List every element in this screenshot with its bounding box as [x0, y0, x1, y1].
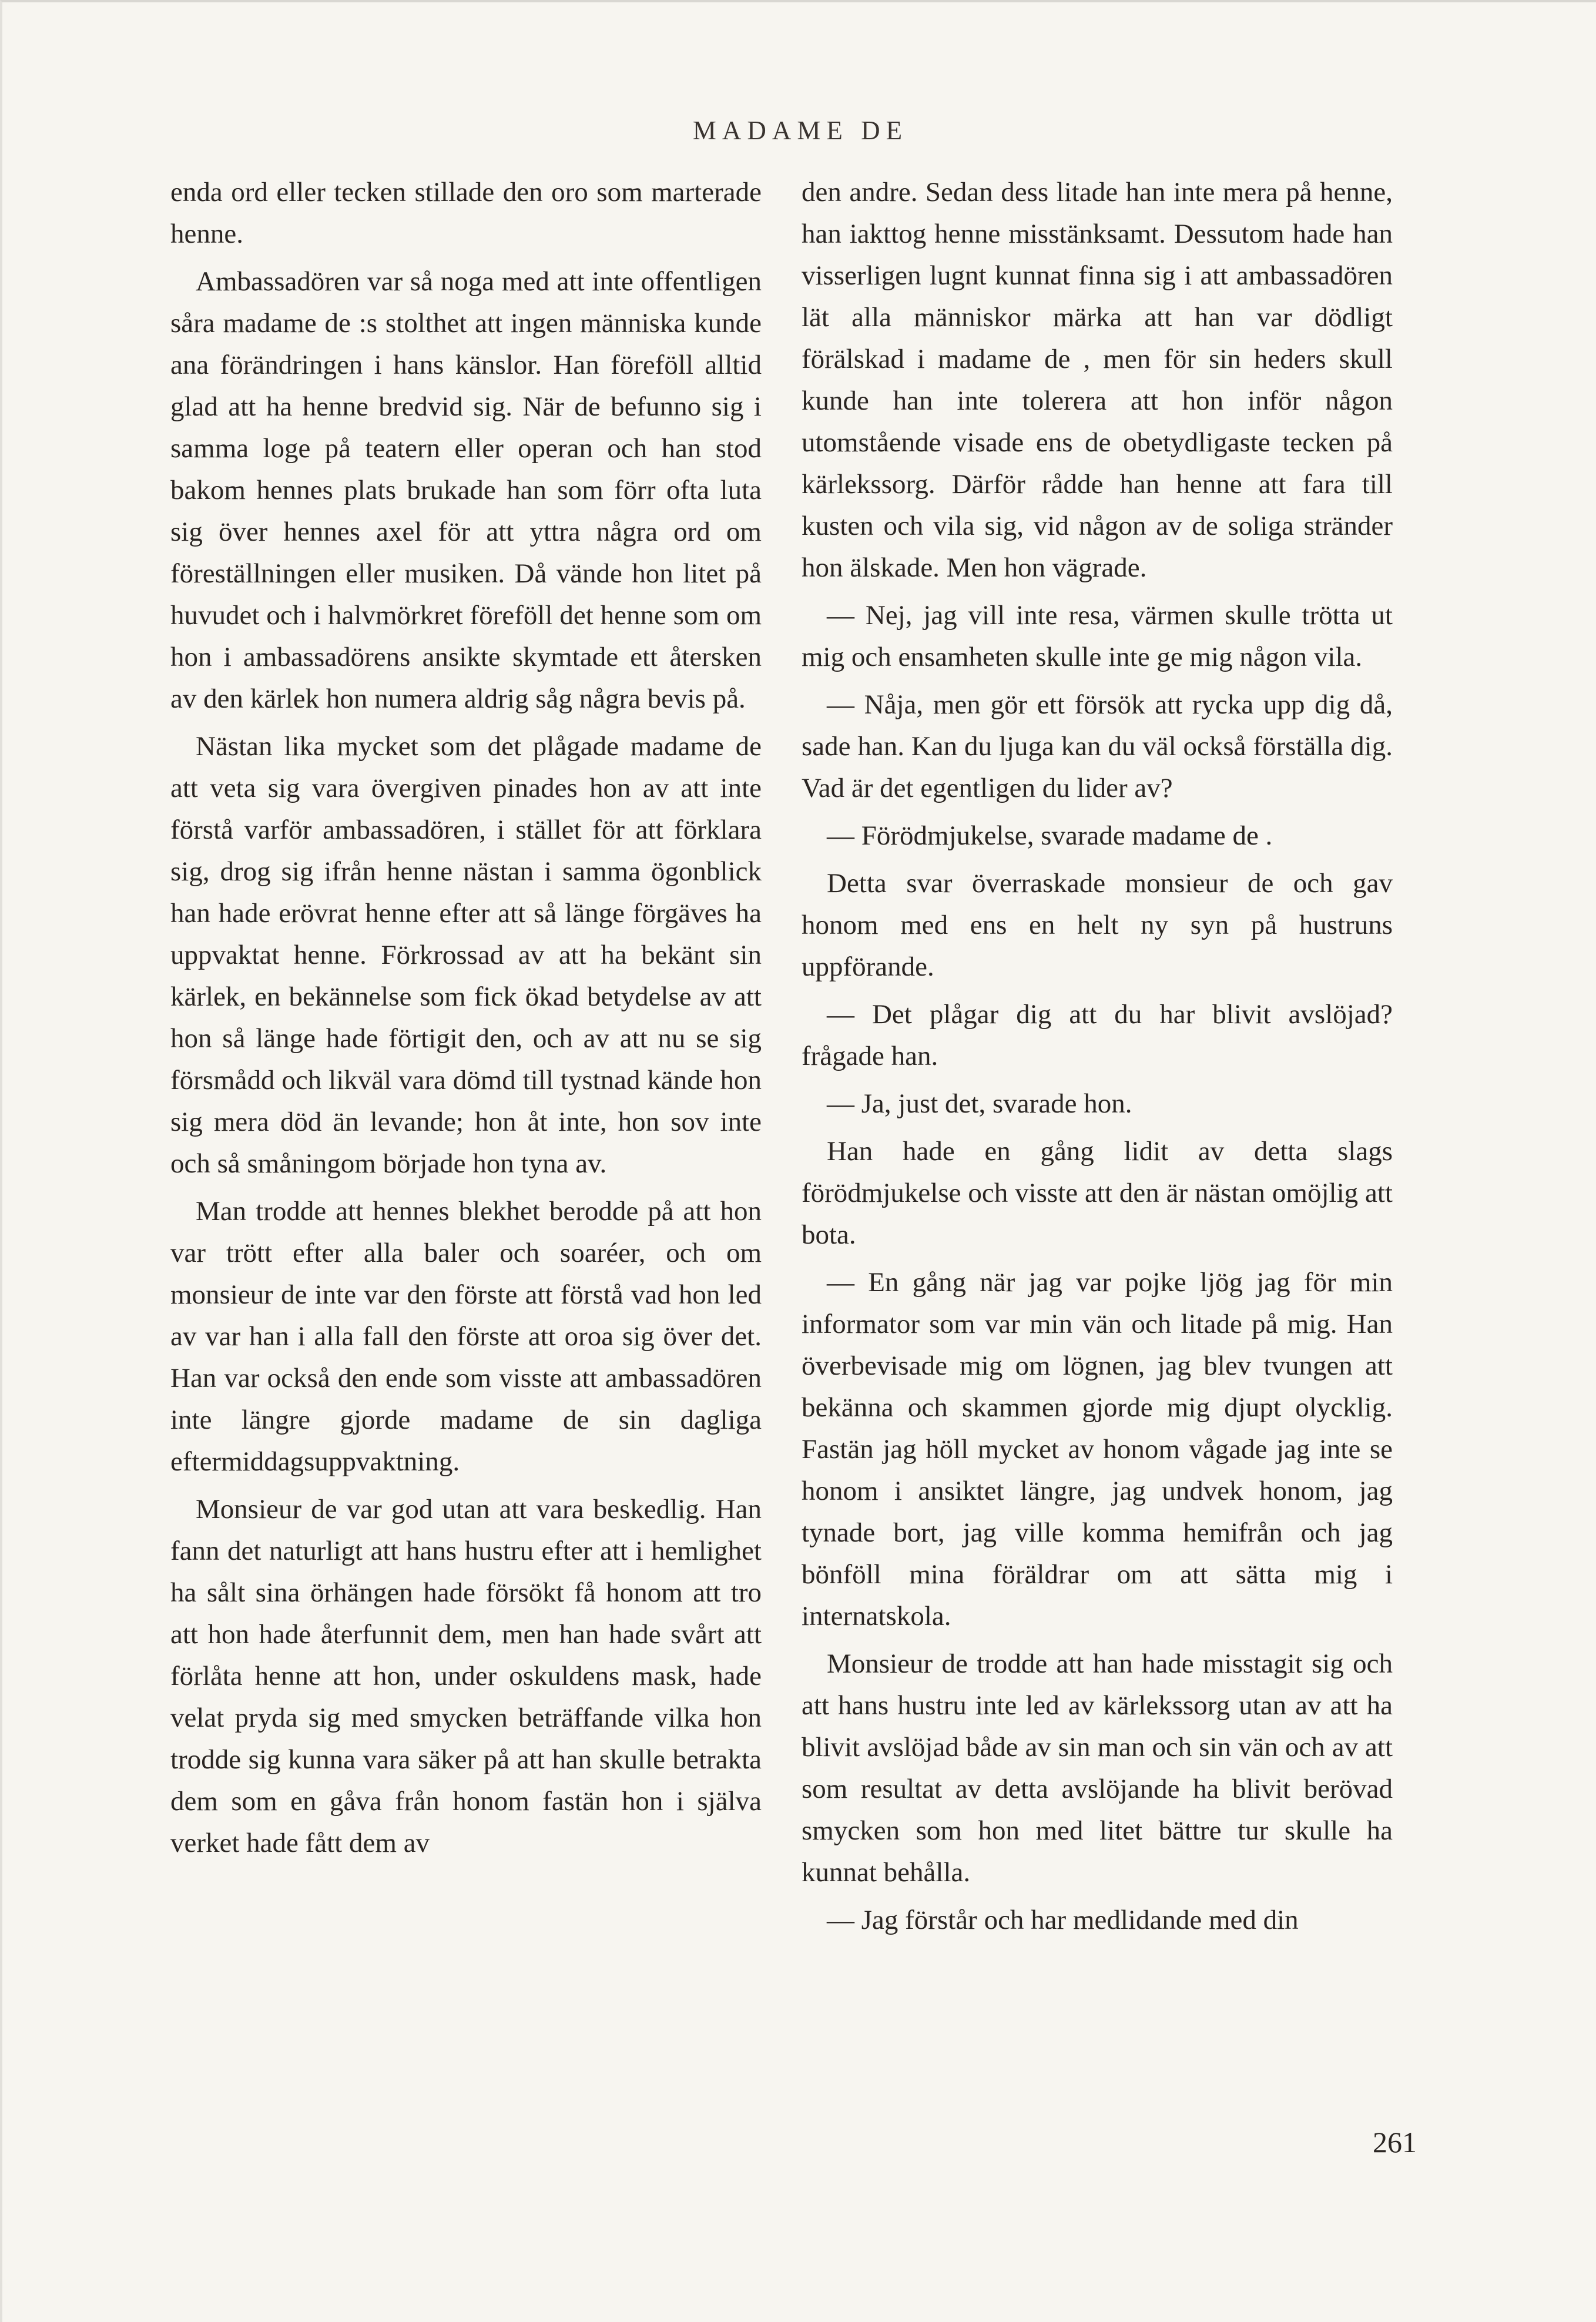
page-number: 261	[1373, 2126, 1417, 2159]
paragraph: enda ord eller tecken stillade den oro som marterade henne.	[170, 177, 762, 249]
paragraph: Ambassadören var så noga med att inte offentligen såra madame de :s stolthet att ingen människa kunde ana förändringen i hans känslor. Han föreföll alltid glad att ha henne bredvid sig. När de befunno sig i samma loge på teatern eller operan och han stod bakom hennes plats brukade han som förr ofta luta sig över hennes axel för att yttra några ord om föreställningen eller musiken. Då vände hon litet på huvudet och i halvmörkret föreföll det henne som om hon i ambassadörens ansikte skymtade ett återsken av den kärlek hon numera aldrig såg några bevis på.	[170, 266, 762, 714]
paragraph: Man trodde att hennes blekhet berodde på att hon var trött efter alla baler och soaréer, och om monsieur de inte var den förste att förstå vad hon led av var han i alla fall den förste att oroa sig över det. Han var också den ende som visste att ambassadören inte längre gjorde madame de sin dagliga eftermiddagsuppvaktning.	[170, 1196, 762, 1477]
paragraph: — Nej, jag vill inte resa, värmen skulle trötta ut mig och ensamheten skulle inte ge mig någon vila.	[802, 600, 1393, 672]
right-column	[802, 172, 1393, 1947]
paragraph: — Ja, just det, svarade hon.	[827, 1088, 1132, 1119]
paragraph: — Nåja, men gör ett försök att rycka upp dig då, sade han. Kan du ljuga kan du väl också förställa dig. Vad är det egentligen du lider av?	[802, 689, 1393, 803]
left-column	[170, 172, 762, 1870]
paragraph: — En gång när jag var pojke ljög jag för min informator som var min vän och litade på mig. Han överbevisade mig om lögnen, jag blev tvungen att bekänna och skammen gjorde mig djupt olycklig. Fastän jag höll mycket av honom vågade jag inte se honom i ansiktet längre, jag undvek honom, jag tynade bort, jag ville komma hemifrån och jag bönföll mina föräldrar om att sätta mig i internatskola.	[802, 1267, 1393, 1631]
paragraph: Monsieur de var god utan att vara beskedlig. Han fann det naturligt att hans hustru efter att i hemlighet ha sålt sina örhängen hade försökt få honom att tro att hon hade återfunnit dem, men han hade svårt att förlåta henne att hon, under oskuldens mask, hade velat pryda sig med smycken beträffande vilka hon trodde sig kunna vara säker på att han skulle betrakta dem som en gåva från honom fastän hon i själva verket hade fått dem av	[170, 1494, 762, 1858]
paragraph: Detta svar överraskade monsieur de och gav honom med ens en helt ny syn på hustruns uppförande.	[802, 868, 1393, 982]
paragraph: den andre. Sedan dess litade han inte mera på henne, han iakttog henne misstänksamt. Dessutom hade han visserligen lugnt kunnat finna sig i att ambassadören lät alla människor märka att han var dödligt förälskad i madame de , men för sin heders skull kunde han inte tolerera att hon inför någon utomstående visade ens de obetydligaste tecken på kärlekssorg. Därför rådde han henne att fara till kusten och vila sig, vid någon av de soliga stränder hon älskade. Men hon vägrade.	[802, 177, 1393, 583]
paragraph: — Det plågar dig att du har blivit avslöjad? frågade han.	[802, 999, 1393, 1071]
paragraph: — Förödmjukelse, svarade madame de .	[827, 820, 1273, 851]
paragraph: — Jag förstår och har medlidande med din	[827, 1905, 1299, 1935]
paragraph: Nästan lika mycket som det plågade madame de att veta sig vara övergiven pinades hon av att inte förstå varför ambassadören, i stället för att förklara sig, drog sig ifrån henne nästan i samma ögonblick han hade erövrat henne efter att så länge förgäves ha uppvaktat henne. Förkrossad av att ha bekänt sin kärlek, en bekännelse som fick ökad betydelse av att hon så länge hade förtigit den, och av att nu se sig försmådd och likväl vara dömd till tystnad kände hon sig mera död än levande; hon åt inte, hon sov inte och så småningom började hon tyna av.	[170, 731, 762, 1179]
paragraph: Han hade en gång lidit av detta slags förödmjukelse och visste att den är nästan omöjlig att bota.	[802, 1136, 1393, 1250]
paragraph: Monsieur de trodde att han hade misstagit sig och att hans hustru inte led av kärlekssorg utan av att ha blivit avslöjad både av sin man och sin vän och av att som resultat av detta avslöjande ha blivit berövad smycken som hon med litet bättre tur skulle ha kunnat behålla.	[802, 1648, 1393, 1888]
running-head: MADAME DE	[692, 116, 908, 145]
